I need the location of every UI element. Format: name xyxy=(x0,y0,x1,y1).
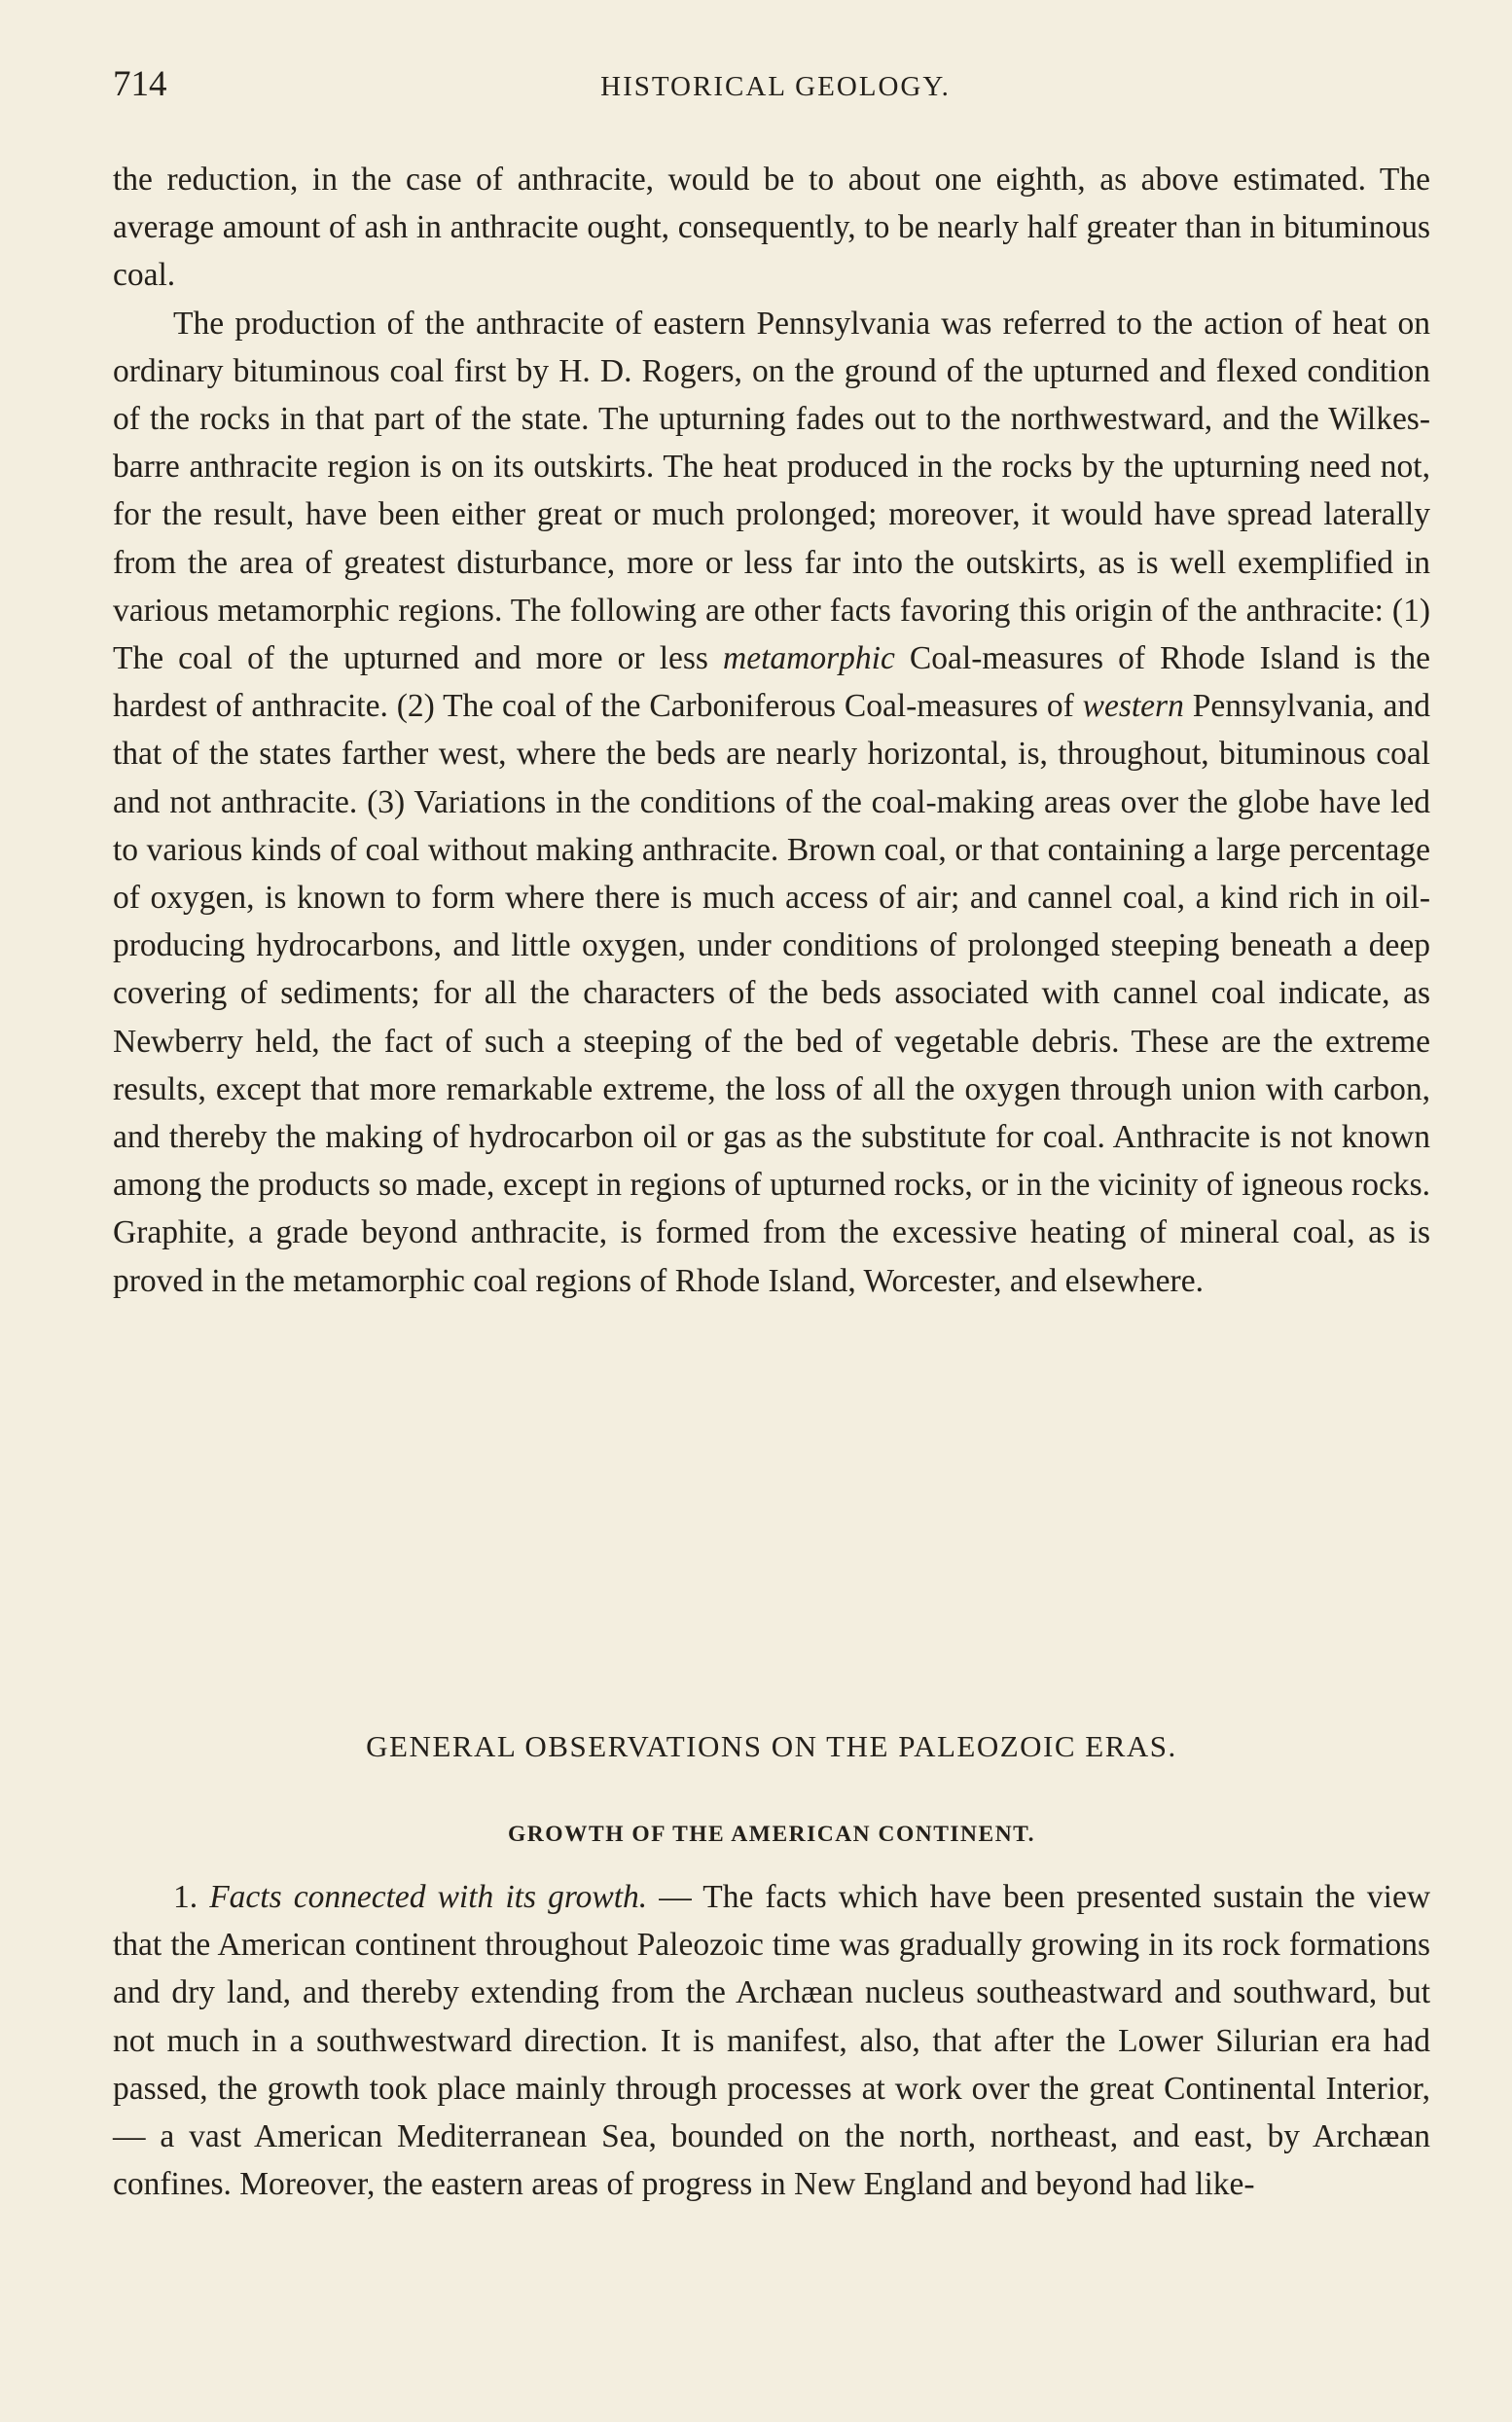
paragraph-facts-growth xyxy=(113,1873,1430,2208)
italic-term: western xyxy=(1082,688,1184,725)
lower-text-block xyxy=(113,1873,1430,2208)
paragraph-text: Pennsylvania, and that of the states farther west, where the beds are nearly horizontal, is, throughout, bituminous coal and not anthracite. (3) Variations in the conditions of the coal-making areas over the globe have led to various kinds of coal without making anthracite. Brown coal, or that containing a large percentage of oxygen, is known to form where there is much access of air; and cannel coal, a kind rich in oil-producing hydrocarbons, and little oxygen, under conditions of prolonged steeping beneath a deep covering of sediments; for all the characters of the beds associated with cannel coal indicate, as Newberry held, the fact of such a steeping of the bed of vegetable debris. These are the extreme results, except that more remarkable extreme, the loss of all the oxygen through union with carbon, and thereby the making of hydrocarbon oil or gas as the substitute for coal. Anthracite is not known among the products so made, except in regions of upturned rocks, or in the vicinity of igneous rocks. Graphite, a grade beyond anthracite, is formed from the excessive heating of mineral coal, as is proved in the metamorphic coal regions of Rhode Island, Worcester, and elsewhere. xyxy=(113,688,1431,1299)
paragraph-italic-title: Facts connected with its growth. xyxy=(209,1879,648,1915)
running-head: HISTORICAL GEOLOGY. xyxy=(600,71,951,102)
upper-text-block xyxy=(113,156,1430,1305)
paragraph-text: The production of the anthracite of eastern Pennsylvania was referred to the action of heat on ordinary bituminous coal first by H. D. Rogers, on the ground of the upturned and flexed condition of the rocks in that part of the state. The upturning fades out to the northwestward, and the Wilkes-barre anthracite region is on its outskirts. The heat produced in the rocks by the upturning need not, for the result, have been either great or much prolonged; moreover, it would have spread laterally from the area of greatest disturbance, more or less far into the outskirts, as is well exemplified in various metamorphic regions. The following are other facts favoring this origin of the anthracite: (1) The coal of the upturned and more or less xyxy=(113,305,1430,677)
page-header xyxy=(113,60,1438,109)
section-heading: GENERAL OBSERVATIONS ON THE PALEOZOIC ERAS. xyxy=(366,1729,1177,1763)
paragraph-anthracite-origin xyxy=(113,300,1430,1305)
paragraph-continued: the reduction, in the case of anthracite, would be to about one eighth, as above estimated. The average amount of ash in anthracite ought, consequently, to be nearly half greater than in bituminous coal. xyxy=(113,162,1430,294)
paragraph-text: Coal-measures of Rhode Island is the hardest of anthracite. (2) The coal of the Carboniferous Coal-measures of xyxy=(113,640,1431,725)
paragraph-text: — The facts which have been presented sustain the view that the American continent throughout Paleozoic time was gradually growing in its rock formations and dry land, and thereby extending from the Archæan nucleus southeastward and southward, but not much in a southwestward direction. It is manifest, also, that after the Lower Silurian era had passed, the growth took place mainly through processes at work over the great Continental Interior, — a vast American Mediterranean Sea, bounded on the north, northeast, and east, by Archæan confines. Moreover, the eastern areas of progress in New England and beyond had like- xyxy=(113,1879,1431,2203)
page-number: 714 xyxy=(113,64,167,104)
italic-term: metamorphic xyxy=(723,640,895,677)
paragraph-number: 1. xyxy=(173,1879,198,1915)
sub-heading: GROWTH OF THE AMERICAN CONTINENT. xyxy=(508,1822,1035,1847)
